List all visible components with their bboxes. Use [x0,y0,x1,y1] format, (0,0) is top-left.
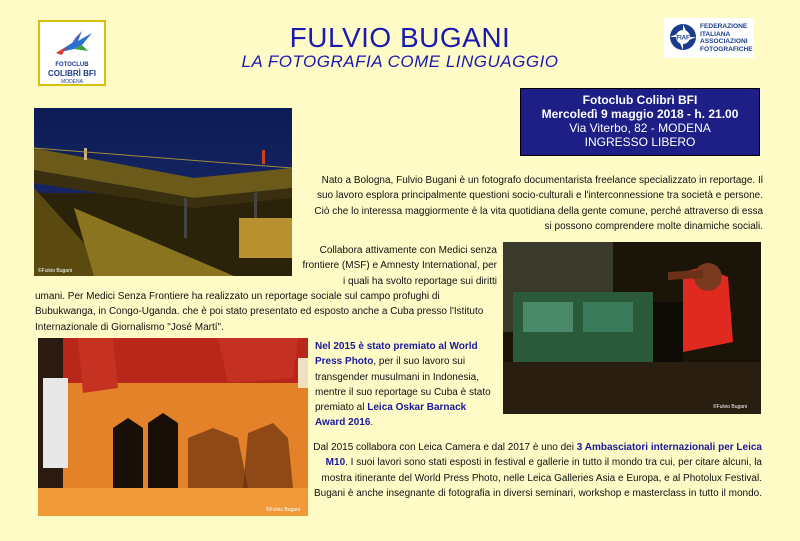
event-address: Via Viterbo, 82 - MODENA [569,121,711,135]
photo-night-bridge [34,108,292,276]
fiaf-name [700,23,753,53]
award-leica-oskar-barnack: Leica Oskar Barnack Award 2016 [315,402,467,429]
leica-ambassador: 3 Ambasciatori internazionali per Leica M10 [325,442,762,469]
bio-text: , per il suo lavoro sui transgender musulmani in Indonesia, mentre il suo reportage su Cuba è stato premiato al [315,356,491,414]
event-date: Mercoledì 9 maggio 2018 - h. 21.00 [541,107,739,121]
bio-paragraph-2-bottom: umani. Per Medici Senza Frontiere ha realizzato un reportage sociale sul campo profughi di Bubukwanga, in Congo-Uganda. che è poi stato presentato ed esposto anche a Cuba presso l'Istituto Internazionale di Giornalismo "José Martí". [35,291,484,333]
fiaf-line: FOTOGRAFICHE [700,45,753,53]
photo-credit: ©Fulvio Bugani [713,404,747,410]
logo-line3: MODENA [61,79,83,85]
event-info-box [520,88,760,156]
fiaf-line: ASSOCIAZIONI [700,38,748,45]
page-title: FULVIO BUGANI [289,22,511,53]
bio-paragraph-1: Nato a Bologna, Fulvio Bugani è un fotografo documentarista freelance specializzato in reportage. Il suo lavoro esplora principalmente questioni socio-culturali e l'interconnessione tra società e persone. Ciò che lo interessa maggiormente è la vita quotidiana della gente comune, perché attraverso di essa si possono comprendere molte dinamiche sociali. [314,175,763,232]
bio-text: . [370,417,374,429]
event-club: Fotoclub Colibrì BFI [582,93,698,107]
photo-credit: ©Fulvio Bugani [38,268,72,274]
bio-paragraph-4 [307,440,762,501]
page-subtitle: LA FOTOGRAFIA COME LINGUAGGIO [241,52,559,71]
event-entry: INGRESSO LIBERO [584,135,696,149]
bio-paragraph-3 [315,339,497,431]
bio-text: Dal 2015 collabora con Leica Camera e dal 2017 è uno dei [313,442,577,453]
photo-credit: ©Fulvio Bugani [266,507,300,513]
fiaf-logo [664,18,754,58]
fiaf-mark: FIAF [676,35,690,42]
photo-green-truck [503,242,761,414]
bio-text: . I suoi lavori sono stati esposti in festival e gallerie in tutto il mondo tra cui, per citare alcuni, la mostra itinerante del World Press Photo, nelle Leica Galleries Asia e Europa, e al Photolux Festival. Bugani è anche insegnante di fotografia in diversi seminari, workshop e masterclass in tutto il mondo. [313,457,762,499]
fiaf-line: ITALIANA [700,30,731,38]
fiaf-line: FEDERAZIONE [700,23,748,30]
award-world-press: Nel 2015 è stato premiato al World Press Photo [315,341,478,368]
photo-bar-scene [38,338,308,516]
bio-paragraph-2-top: Collabora attivamente con Medici senza frontiere (MSF) e Amnesty International, per i quali ha svolto reportage sui diritti [302,245,497,287]
logo-line1: FOTOCLUB [55,62,89,68]
fiaf-aperture-icon [668,22,698,52]
logo-line2: COLIBRÌ BFI [48,69,96,78]
